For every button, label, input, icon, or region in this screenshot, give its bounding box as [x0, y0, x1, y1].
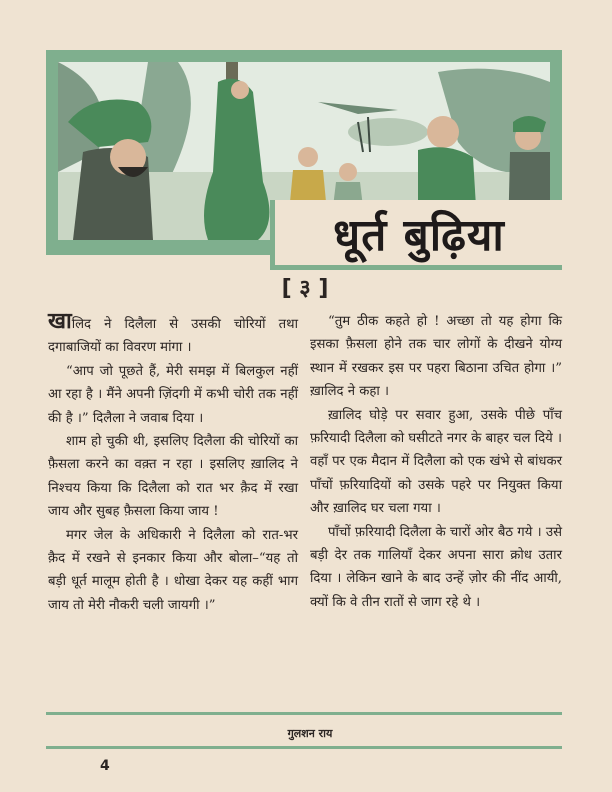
paragraph: “तुम ठीक कहते हो ! अच्छा तो यह होगा कि इसका फ़ैसला होने तक चार लोगों के दीखने योग्य स्थान में रखकर इस पर पहरा बिठाना उचित होगा ।” ख़ालिद ने कहा । [310, 314, 562, 400]
part-number: [ ३ ] [281, 276, 329, 301]
page-number: 4 [100, 758, 110, 774]
paragraph: “आप जो पूछते हैं, मेरी समझ में बिलकुल नहीं आ रहा है । मैंने अपनी ज़िंदगी में कभी चोरी तक नहीं की है ।” दिलैला ने जवाब दिया । [48, 363, 298, 426]
divider-top [46, 712, 562, 715]
paragraph [48, 310, 298, 360]
paragraph-text: लिद ने दिलैला से उसकी चोरियों तथा दगाबाजियों का विवरण मांगा । [48, 317, 298, 356]
author-credit: गुलशन राय [287, 727, 333, 740]
story-title: धूर्त बुढ़िया [333, 210, 505, 261]
paragraph: ख़ालिद घोड़े पर सवार हुआ, उसके पीछे पाँच फ़रियादी दिलैला को घसीटते नगर के बाहर चल दिये । वहाँ पर एक मैदान में दिलैला को एक खंभे से बांधकर पाँचों फ़रियादियों को उसके पहरे पर नियुक्त किया और ख़ालिद घर चला गया । [310, 407, 562, 517]
left-column [48, 310, 298, 617]
right-column [310, 310, 562, 614]
paragraph: मगर जेल के अधिकारी ने दिलैला को रात-भर क़ैद में रखने से इनकार किया और बोला–“यह तो बड़ी धूर्त मालूम होती है । धोखा देकर यह कहीं भाग जाय तो मेरी नौकरी चली जायगी ।” [48, 527, 298, 613]
drop-cap: खा [48, 309, 72, 334]
paragraph: शाम हो चुकी थी, इसलिए दिलैला की चोरियों का फ़ैसला करने का वक़्त न रहा । इसलिए ख़ालिद ने निश्चय किया कि दिलैला को रात भर क़ैद में रखा जाय और सुबह फ़ैसला किया जाय ! [48, 434, 298, 520]
paragraph: पाँचों फ़रियादी दिलैला के चारों ओर बैठ गये । उसे बड़ी देर तक गालियाँ देकर अपना सारा क्रोध उतार दिया । लेकिन खाने के बाद उन्हें ज़ोर की नींद आयी, क्यों कि वे तीन रातों से जाग रहे थे । [310, 524, 562, 610]
divider-bottom [46, 746, 562, 749]
